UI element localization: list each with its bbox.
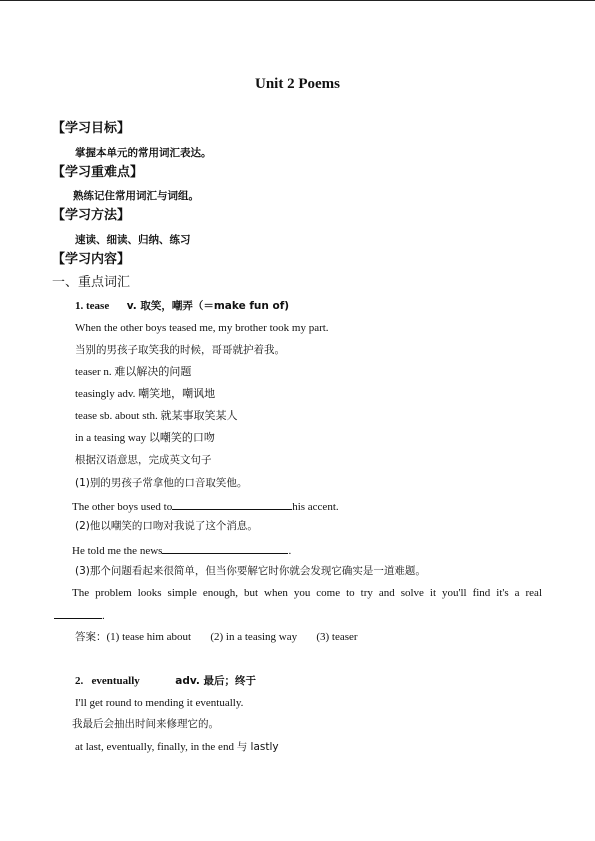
entry1-q3-en-cont — [54, 607, 105, 623]
entry1-phrase2: in a teasing way 以嘲笑的口吻 — [75, 432, 215, 444]
entry2-example-en: I'll get round to mending it eventually. — [75, 697, 244, 709]
entry1-teaser: teaser n. 难以解决的问题 — [75, 366, 192, 378]
vocab-heading: 一、重点词汇 — [52, 275, 131, 290]
entry2-meaning: adv. 最后；终于 — [175, 675, 257, 687]
entry2-compare — [75, 740, 279, 754]
section-method-heading: 【学习方法】 — [52, 208, 131, 223]
answer-text: (1) tease him about (2) in a teasing way (3) teaser — [106, 631, 358, 643]
q1-blank — [172, 498, 292, 510]
entry1-q1-en — [72, 498, 339, 514]
section-key-heading: 【学习重难点】 — [52, 165, 144, 180]
q2-en-start: He told me the news — [72, 545, 163, 557]
page-title: Unit 2 Poems — [255, 76, 340, 92]
section-content-heading: 【学习内容】 — [52, 252, 131, 267]
q3-en-end: . — [102, 610, 105, 622]
entry1-phrase1: tease sb. about sth. 就某事取笑某人 — [75, 410, 238, 422]
entry1-q1-cn: (1)别的男孩子常拿他的口音取笑他。 — [75, 477, 248, 489]
entry1-instruction: 根据汉语意思，完成英文句子 — [75, 454, 212, 466]
entry1-example-en: When the other boys teased me, my brother took my part. — [75, 322, 329, 334]
q2-blank — [162, 542, 288, 554]
entry1-q3-cn: (3)那个问题看起来很简单，但当你要解它时你就会发现它确实是一道难题。 — [75, 565, 426, 577]
entry1-word: 1. tease — [75, 300, 110, 312]
entry2-compare-en: at last, eventually, finally, in the end — [75, 741, 234, 753]
entry1-q2-cn: (2)他以嘲笑的口吻对我说了这个消息。 — [75, 520, 258, 532]
section-key-text: 熟练记住常用词汇与词组。 — [73, 190, 199, 202]
entry1-teasingly: teasingly adv. 嘲笑地，嘲讽地 — [75, 388, 216, 400]
section-goal-heading: 【学习目标】 — [52, 121, 131, 136]
entry1-q2-en — [72, 542, 291, 558]
q1-en-end: his accent. — [292, 501, 339, 513]
top-border-line — [0, 0, 595, 1]
entry2-word: 2. eventually — [75, 675, 140, 687]
section-goal-text: 掌握本单元的常用词汇表达。 — [75, 147, 212, 159]
entry2-headword — [75, 674, 256, 688]
entry2-example-cn: 我最后会抽出时间来修理它的。 — [72, 718, 219, 730]
q2-en-end: . — [288, 545, 292, 557]
section-method-text: 速读、细读、归纳、练习 — [75, 234, 191, 246]
entry1-headword — [75, 299, 289, 313]
q3-blank — [54, 607, 102, 619]
q1-en-start: The other boys used to — [72, 501, 173, 513]
entry1-q3-en: The problem looks simple enough, but when you come to try and solve it you'll find it's a real — [72, 587, 542, 599]
entry2-compare-cn: 与 lastly — [236, 741, 279, 753]
entry1-example-cn: 当别的男孩子取笑我的时候，哥哥就护着我。 — [75, 344, 285, 356]
answer-label: 答案： — [75, 631, 107, 643]
entry1-meaning: v. 取笑，嘲弄（＝make fun of) — [126, 300, 290, 312]
entry1-answer — [75, 630, 358, 644]
